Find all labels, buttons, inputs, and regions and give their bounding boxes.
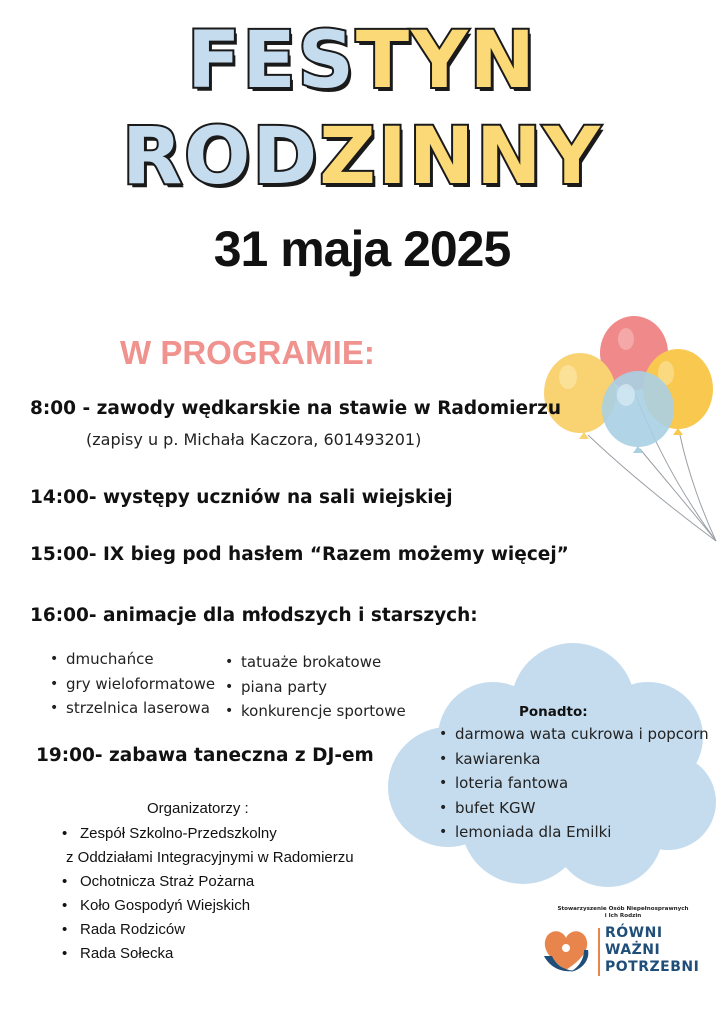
title-festyn-part2: TYN <box>355 16 537 106</box>
list-item: • lemoniada dla Emilki <box>437 820 709 845</box>
list-item: • konkurencje sportowe <box>223 699 406 724</box>
event-date: 31 maja 2025 <box>213 221 511 277</box>
organizers-title: Organizatorzy : <box>147 800 249 817</box>
list-item: • dmuchańce <box>48 647 215 672</box>
list-item: • Rada Rodziców <box>60 918 354 942</box>
list-item: • gry wieloformatowe <box>48 672 215 697</box>
logo-org-line-1: Stowarzyszenie Osób Niepełnosprawnych <box>557 906 689 912</box>
title-line-2 <box>0 112 724 202</box>
animations-list-2 <box>223 650 406 724</box>
title-rodzinny-part1: ROD <box>122 112 320 202</box>
event-1900: 19:00- zabawa taneczna z DJ-em <box>36 745 374 766</box>
organizers-list <box>60 822 354 966</box>
list-item: • strzelnica laserowa <box>48 696 215 721</box>
logo-word-3: POTRZEBNI <box>605 959 700 975</box>
list-item: • Zespół Szkolno-Przedszkolny <box>60 822 354 846</box>
list-item-continuation: z Oddziałami Integracyjnymi w Radomierzu <box>66 849 354 866</box>
event-1400: 14:00- występy uczniów na sali wiejskiej <box>30 487 453 508</box>
list-item: • Koło Gospodyń Wiejskich <box>60 894 354 918</box>
list-item: • Rada Sołecka <box>60 942 354 966</box>
logo-words <box>605 925 699 976</box>
list-item: • kawiarenka <box>437 747 709 772</box>
logo-org-name <box>538 906 708 920</box>
association-logo <box>538 906 708 981</box>
list-item: • darmowa wata cukrowa i popcorn <box>437 722 709 747</box>
event-1500: 15:00- IX bieg pod hasłem “Razem możemy więcej” <box>30 544 569 565</box>
extras-list <box>437 722 709 845</box>
program-heading: W PROGRAMIE: <box>120 334 375 371</box>
logo-word-1: RÓWNI <box>605 925 663 941</box>
logo-org-line-2: i Ich Rodzin <box>604 913 642 919</box>
animations-list-1 <box>48 647 215 721</box>
title-line-1 <box>0 16 724 106</box>
title-rodzinny-part2: ZINNY <box>319 112 602 202</box>
logo-word-2: WAŻNI <box>605 942 661 958</box>
list-item: • bufet KGW <box>437 796 709 821</box>
event-0800-note: (zapisy u p. Michała Kaczora, 601493201) <box>86 430 422 449</box>
list-item: • Ochotnicza Straż Pożarna <box>60 870 354 894</box>
list-item: • piana party <box>223 675 406 700</box>
logo-divider <box>598 928 600 976</box>
event-0800: 8:00 - zawody wędkarskie na stawie w Radomierzu <box>30 398 562 419</box>
title-festyn-part1: FES <box>187 16 356 106</box>
list-item: • loteria fantowa <box>437 771 709 796</box>
balloons-illustration <box>538 313 722 545</box>
list-item: • tatuaże brokatowe <box>223 650 406 675</box>
event-1600: 16:00- animacje dla młodszych i starszych: <box>30 605 478 626</box>
heart-hands-icon <box>540 926 592 976</box>
extras-title: Ponadto: <box>519 704 588 720</box>
